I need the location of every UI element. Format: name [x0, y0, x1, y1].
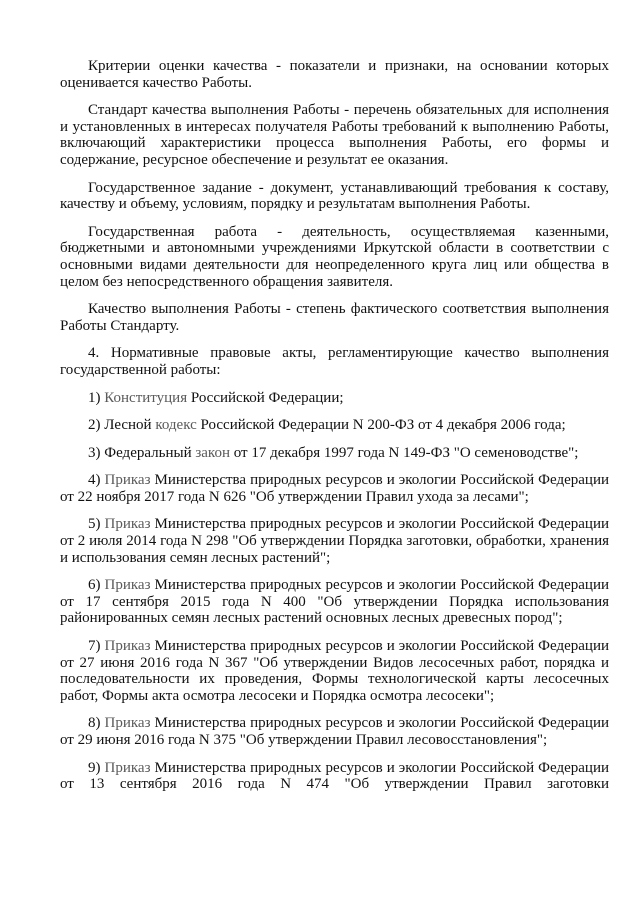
paragraph-section-4: 4. Нормативные правовые акты, регламентирующие качество выполнения государственной работы: [60, 345, 609, 378]
act-link[interactable]: кодекс [155, 417, 197, 434]
act-prefix: 8) [88, 715, 105, 732]
act-text: Министерства природных ресурсов и экологии Российской Федерации от 27 июня 2016 года N 367 "Об утверждении Видов лесосечных работ, порядка и последовательности их проведения, Формы технологической карты лесосечных работ, Формы акта осмотра лесосеки и Порядка осмотра лесосеки"; [60, 638, 609, 704]
paragraph-standard: Стандарт качества выполнения Работы - перечень обязательных для исполнения и установленных в интересах получателя Работы требований к выполнению Работы, включающий характеристики процесса выполнения Работы, его формы и содержание, ресурсное обеспечение и результат ее оказания. [60, 102, 609, 168]
act-item-7 [60, 638, 609, 704]
act-prefix: 9) [88, 759, 105, 776]
act-prefix: 3) Федеральный [88, 444, 196, 461]
paragraph-criteria: Критерии оценки качества - показатели и признаки, на основании которых оценивается качество Работы. [60, 58, 609, 91]
act-text: Министерства природных ресурсов и экологии Российской Федерации от 13 сентября 2016 года N 474 "Об утверждении Правил заготовки [60, 759, 609, 793]
paragraph-state-work: Государственная работа - деятельность, осуществляемая казенными, бюджетными и автономными учреждениями Иркутской области в соответствии с основными видами деятельности для неопределенного круга лиц или общества в целом без непосредственного обращения заявителя. [60, 223, 609, 290]
act-prefix: 1) [88, 389, 105, 406]
act-link[interactable]: Приказ [104, 715, 151, 732]
act-item-1 [60, 390, 609, 407]
act-item-9 [60, 760, 609, 793]
act-item-8 [60, 715, 609, 748]
act-prefix: 5) [88, 516, 105, 533]
act-text: Российской Федерации; [187, 389, 344, 406]
act-text: Министерства природных ресурсов и экологии Российской Федерации от 2 июля 2014 года N 298 "Об утверждении Порядка заготовки, обработки, хранения и использования семян лесных растений"; [60, 516, 609, 566]
document-body [60, 58, 609, 793]
paragraph-quality: Качество выполнения Работы - степень фактического соответствия выполнения Работы Стандарту. [60, 301, 609, 334]
act-link[interactable]: Приказ [104, 577, 151, 594]
act-link[interactable]: Конституция [104, 389, 188, 406]
act-prefix: 4) [88, 472, 105, 489]
act-text: от 17 декабря 1997 года N 149-ФЗ "О семеноводстве"; [229, 444, 579, 461]
act-link[interactable]: Приказ [104, 759, 151, 776]
act-prefix: 6) [88, 577, 105, 594]
act-item-6 [60, 577, 609, 627]
act-link[interactable]: Приказ [104, 472, 151, 489]
act-prefix: 2) Лесной [88, 417, 156, 434]
act-item-2 [60, 417, 609, 434]
act-text: Российской Федерации N 200-ФЗ от 4 декабря 2006 года; [196, 417, 566, 434]
act-link[interactable]: закон [195, 444, 230, 461]
act-text: Министерства природных ресурсов и экологии Российской Федерации от 22 ноября 2017 года N 626 "Об утверждении Правил ухода за лесами"; [60, 472, 609, 505]
act-prefix: 7) [88, 638, 105, 655]
act-link[interactable]: Приказ [104, 638, 151, 655]
act-item-4 [60, 472, 609, 505]
act-link[interactable]: Приказ [104, 516, 151, 533]
act-item-3 [60, 445, 609, 462]
act-item-5 [60, 516, 609, 566]
paragraph-state-task: Государственное задание - документ, устанавливающий требования к составу, качеству и объему, условиям, порядку и результатам выполнения Работы. [60, 179, 609, 213]
act-text: Министерства природных ресурсов и экологии Российской Федерации от 17 сентября 2015 года N 400 "Об утверждении Порядка использования районированных семян лесных растений основных лесных древесных пород"; [60, 577, 609, 627]
act-text: Министерства природных ресурсов и экологии Российской Федерации от 29 июня 2016 года N 375 "Об утверждении Правил лесовосстановления"; [60, 715, 609, 748]
